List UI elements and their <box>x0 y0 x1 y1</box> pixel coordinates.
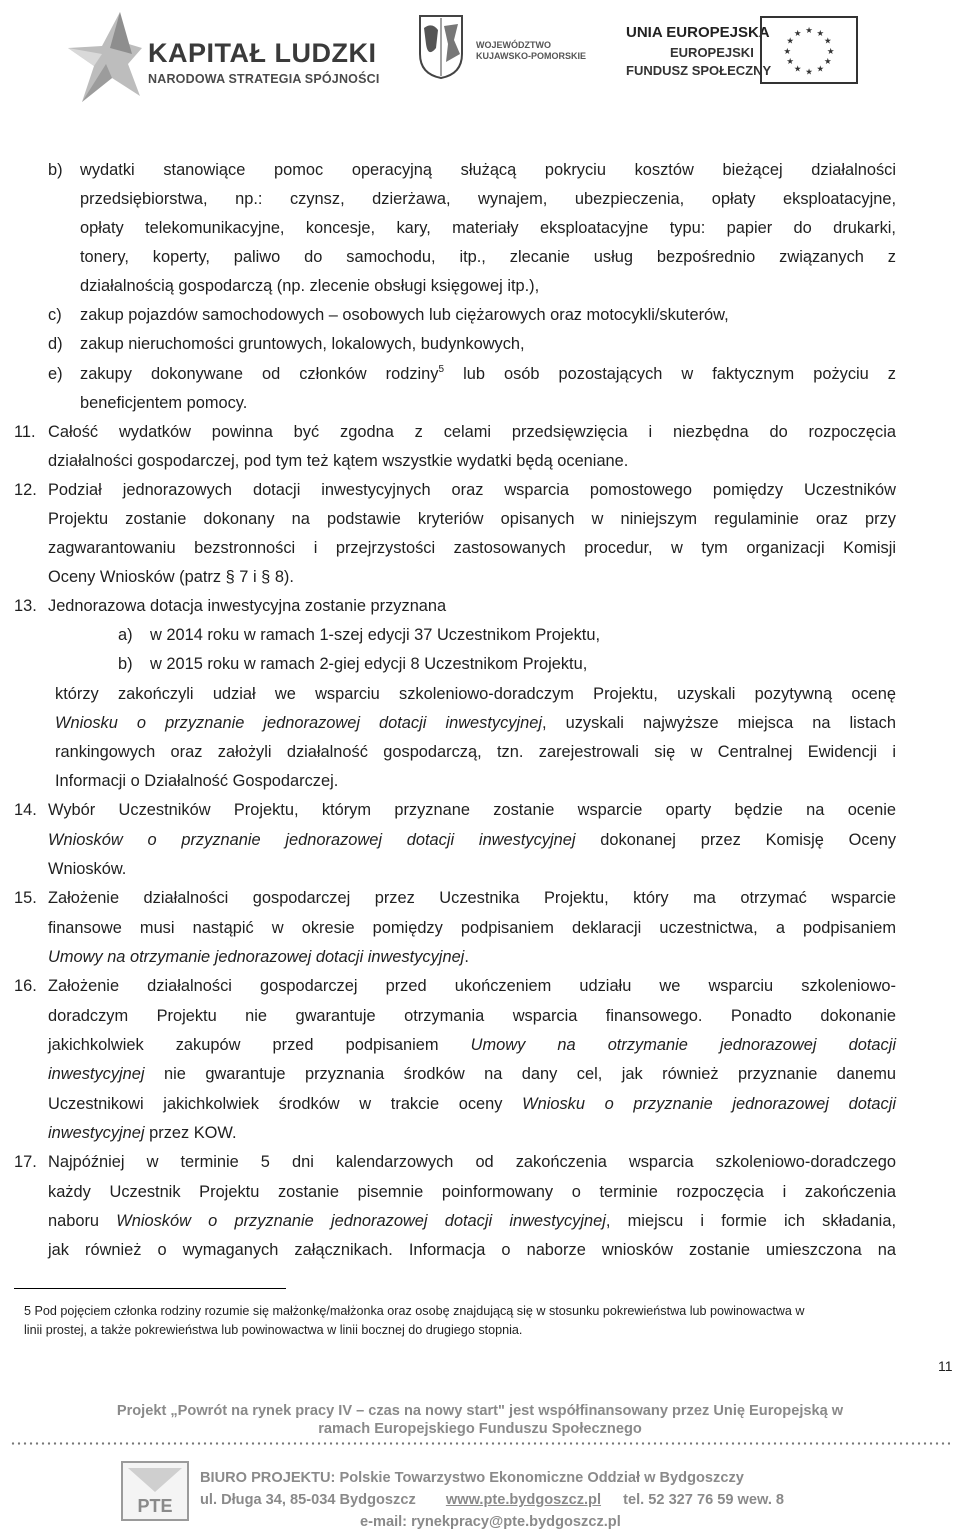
footer-email: e-mail: rynekpracy@pte.bydgoszcz.pl <box>360 1514 621 1530</box>
wojewodztwo-logo <box>418 14 588 84</box>
item-b-line3: opłaty telekomunikacyjne, koncesje, kary, materiały eksploatacyjne typu: papier do drukarki, <box>80 219 896 237</box>
point-14-number: 14. <box>14 801 37 819</box>
point-16-line3: jakichkolwiek zakupów przed podpisaniem Umowy na otrzymanie jednorazowej dotacji <box>48 1036 896 1054</box>
point-17-line2: każdy Uczestnik Projektu zostanie pisemnie poinformowany o terminie rozpoczęcia i zakończenia <box>48 1183 896 1201</box>
kapital-ludzki-title: KAPITAŁ LUDZKI <box>148 38 377 68</box>
svg-text:★: ★ <box>786 35 794 46</box>
footer-dotted-divider <box>10 1442 950 1445</box>
footer-project-line2: ramach Europejskiego Funduszu Społecznego <box>318 1421 642 1437</box>
item-d-label: d) <box>48 335 63 353</box>
item-b-line1: wydatki stanowiące pomoc operacyjną służącą pokryciu kosztów bieżącej działalności <box>80 161 896 179</box>
point-14-line3: Wniosków. <box>48 860 127 878</box>
svg-text:★: ★ <box>786 56 794 67</box>
item-b-line5: działalnością gospodarczą (np. zlecenie obsługi księgowej itp.), <box>80 277 540 295</box>
kapital-ludzki-logo <box>62 8 382 104</box>
item-b-line4: tonery, koperty, paliwo do samochodu, itp., zlecanie usług bezpośrednio związanych z <box>80 248 896 266</box>
pte-logo-icon <box>120 1460 190 1522</box>
point-13-line3: Wniosku o przyznanie jednorazowej dotacji inwestycyjnej, uzyskali najwyższe miejsca na listach <box>55 714 896 732</box>
eu-flag-icon <box>760 16 858 84</box>
unia-europejska-logo <box>620 16 930 88</box>
kapital-ludzki-subtitle: NARODOWA STRATEGIA SPÓJNOŚCI <box>148 72 380 86</box>
point-11-line2: działalności gospodarczej, pod tym też kątem wszystkie wydatki będą oceniane. <box>48 452 629 470</box>
point-15-line1: Założenie działalności gospodarczej przez Uczestnika Projektu, który ma otrzymać wsparcie <box>48 889 896 907</box>
pte-logo-text: PTE <box>137 1496 173 1516</box>
point-17-number: 17. <box>14 1153 37 1171</box>
svg-text:★: ★ <box>783 45 792 56</box>
point-12-line1: Podział jednorazowych dotacji inwestycyjnych oraz wsparcia pomostowego pomiędzy Uczestników <box>48 481 896 499</box>
svg-text:★: ★ <box>793 27 802 38</box>
svg-text:★: ★ <box>805 25 813 36</box>
point-11-line1: Całość wydatków powinna być zgodna z celami przedsięwzięcia i niezbędna do rozpoczęcia <box>48 423 896 441</box>
page-number: 11 <box>938 1358 953 1374</box>
point-13-number: 13. <box>14 597 37 615</box>
wojewodztwo-text: WOJEWÓDZTWO KUJAWSKO-POMORSKIE <box>476 40 587 61</box>
point-13-line4: rankingowych oraz założyli działalność gospodarczą, tzn. zarejestrowali się w Centralnej Ewidencji i <box>55 743 896 761</box>
point-13-line5: Informacji o Działalność Gospodarczej. <box>55 772 339 790</box>
ue-line1: UNIA EUROPEJSKA <box>626 24 770 41</box>
point-13-b: w 2015 roku w ramach 2-giej edycji 8 Uczestnikom Projektu, <box>150 655 588 673</box>
ue-line2: EUROPEJSKI <box>670 45 754 60</box>
point-16-line2: doradczym Projektu nie gwarantuje otrzymania wsparcia finansowego. Ponadto dokonanie <box>48 1007 896 1025</box>
point-12-line2: Projektu zostanie dokonany na podstawie kryteriów opisanych w niniejszym regulaminie oraz przy <box>48 510 896 528</box>
point-16-number: 16. <box>14 977 37 995</box>
svg-text:★: ★ <box>826 45 835 56</box>
point-13-line1: Jednorazowa dotacja inwestycyjna zostanie przyznana <box>48 597 447 615</box>
point-13-a-label: a) <box>118 626 133 644</box>
item-d-line1: zakup nieruchomości gruntowych, lokalowych, budynkowych, <box>80 335 525 353</box>
ue-line3: FUNDUSZ SPOŁECZNY <box>626 63 772 78</box>
point-13-b-label: b) <box>118 655 133 673</box>
point-13-line2: którzy zakończyli udział we wsparciu szkoleniowo-doradczym Projektu, uzyskali pozytywną ocenę <box>55 685 896 703</box>
point-16-line1: Założenie działalności gospodarczej przed ukończeniem udziału we wsparciu szkoleniowo- <box>48 977 896 995</box>
point-15-line3: Umowy na otrzymanie jednorazowej dotacji inwestycyjnej. <box>48 948 469 966</box>
point-12-line4: Oceny Wniosków (patrz § 7 i § 8). <box>48 568 294 586</box>
svg-text:★: ★ <box>824 35 832 46</box>
point-17-line3: naboru Wniosków o przyznanie jednorazowej dotacji inwestycyjnej, miejscu i formie ich składania, <box>48 1212 896 1230</box>
svg-text:★: ★ <box>816 27 825 38</box>
footer-email-link[interactable]: rynekpracy@pte.bydgoszcz.pl <box>411 1514 621 1530</box>
point-16-line4: inwestycyjnej nie gwarantuje przyznania środków na dany cel, jak również przyznanie danemu <box>48 1065 896 1083</box>
footnote-line2: linii prostej, a także pokrewieństwa lub powinowactwa w linii bocznej do drugiego stopnia. <box>24 1323 523 1337</box>
kapital-ludzki-star-icon <box>62 8 144 104</box>
point-12-number: 12. <box>14 481 37 499</box>
point-14-line1: Wybór Uczestników Projektu, którym przyznane zostanie wsparcie oparty będzie na ocenie <box>48 801 896 819</box>
point-13-a: w 2014 roku w ramach 1-szej edycji 37 Uczestnikom Projektu, <box>150 626 601 644</box>
footer-biuro: BIURO PROJEKTU: Polskie Towarzystwo Ekonomiczne Oddział w Bydgoszczy <box>200 1470 744 1486</box>
footnote-separator <box>14 1288 286 1289</box>
item-c-line1: zakup pojazdów samochodowych – osobowych lub ciężarowych oraz motocykli/skuterów, <box>80 306 729 324</box>
point-14-line2: Wniosków o przyznanie jednorazowej dotacji inwestycyjnej dokonanej przez Komisję Oceny <box>48 831 897 849</box>
point-11-number: 11. <box>14 423 36 441</box>
item-e-label: e) <box>48 365 63 383</box>
svg-text:★: ★ <box>824 56 832 67</box>
svg-text:★: ★ <box>793 63 802 74</box>
footer-website-link[interactable]: www.pte.bydgoszcz.pl <box>445 1492 602 1508</box>
footnote-line1: 5 Pod pojęciem członka rodziny rozumie się małżonkę/małżonka oraz osobę znajdującą się w stosunku pokrewieństwa lub powinowactwa w <box>24 1304 805 1318</box>
item-e-line2: beneficjentem pomocy. <box>80 394 248 412</box>
item-c-label: c) <box>48 306 62 324</box>
svg-text:★: ★ <box>816 63 825 74</box>
point-16-line5: Uczestnikowi jakichkolwiek środków w trakcie oceny Wniosku o przyznanie jednorazowej dotacji <box>48 1095 896 1113</box>
point-12-line3: zagwarantowaniu bezstronności i przejrzystości zastosowanych procedur, w tym organizacji Komisji <box>48 539 896 557</box>
item-e-line1: zakupy dokonywane od członków rodziny$^5$ lub osób pozostających w faktycznym pożyciu z <box>80 364 896 383</box>
point-15-number: 15. <box>14 889 37 907</box>
griffin-crest-icon <box>418 14 464 80</box>
item-b-label: b) <box>48 161 63 179</box>
point-17-line1: Najpóźniej w terminie 5 dni kalendarzowych od zakończenia wsparcia szkoleniowo-doradczego <box>48 1153 896 1171</box>
svg-text:★: ★ <box>805 66 813 77</box>
point-15-line2: finansowe musi nastąpić w okresie pomiędzy podpisaniem deklaracji uczestnictwa, a podpisaniem <box>48 919 896 937</box>
footnote-ref: 5 <box>438 364 445 375</box>
footer-address: ul. Długa 34, 85-034 Bydgoszcz www.pte.bydgoszcz.pl tel. 52 327 76 59 wew. 8 <box>200 1492 785 1508</box>
item-b-line2: przedsiębiorstwa, np.: czynsz, dzierżawa, wynajem, ubezpieczenia, opłaty eksploatacyjne, <box>80 190 896 208</box>
point-16-line6: inwestycyjnej przez KOW. <box>48 1124 237 1142</box>
point-17-line4: jak również o wymaganych załącznikach. Informacja o naborze wniosków zostanie umieszczona na <box>48 1241 896 1259</box>
footer-project-line1: Projekt „Powrót na rynek pracy IV – czas na nowy start" jest współfinansowany przez Unię Europejską w <box>116 1403 844 1419</box>
